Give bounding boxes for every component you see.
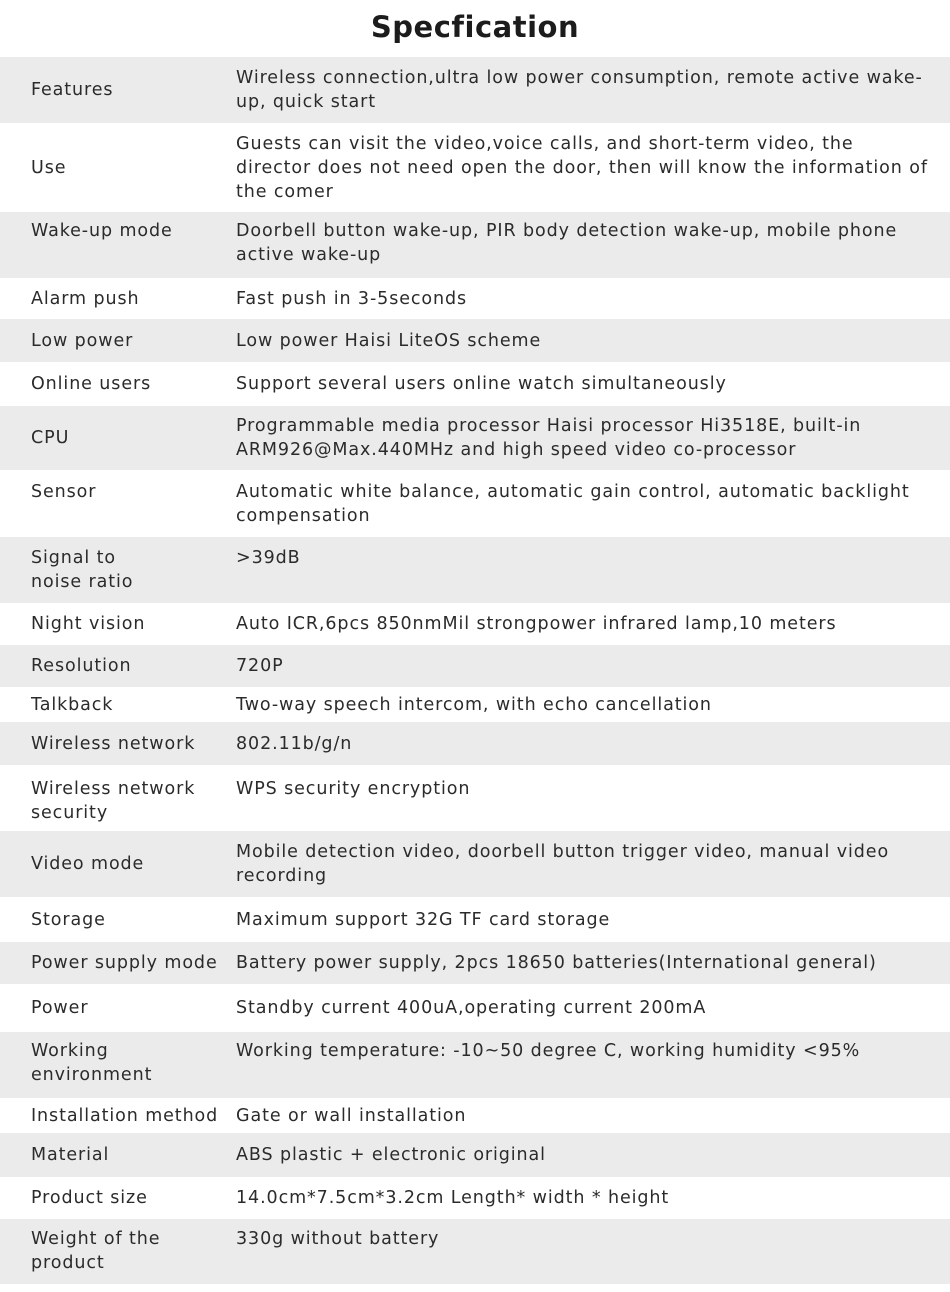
row-label: Video mode xyxy=(31,854,145,874)
row-label: Online users xyxy=(31,374,152,394)
row-label: Features xyxy=(31,80,114,100)
row-label: Material xyxy=(31,1145,110,1165)
row-value: Standby current 400uA,operating current 200mA xyxy=(236,998,707,1018)
row-value: WPS security encryption xyxy=(236,779,471,799)
table-row xyxy=(0,942,950,984)
row-value: Gate or wall installation xyxy=(236,1105,467,1126)
row-label: Wireless network security xyxy=(31,779,196,823)
row-value: Low power Haisi LiteOS scheme xyxy=(236,330,542,351)
row-value: Fast push in 3-5seconds xyxy=(236,288,468,309)
table-row xyxy=(0,212,950,278)
table-row xyxy=(0,765,950,831)
row-value xyxy=(236,480,950,528)
row-value: Guests can visit the video,voice calls, and short-term video, the director does not need open the door, then will know the information of the comer xyxy=(236,133,928,202)
table-row xyxy=(0,406,950,470)
table-row xyxy=(0,362,950,406)
row-label: Low power xyxy=(31,330,134,351)
row-value: Doorbell button wake-up, PIR body detection wake-up, mobile phone active wake-up xyxy=(236,221,898,265)
row-label: Signal to noise ratio xyxy=(31,548,134,592)
row-value: 802.11b/g/n xyxy=(236,733,353,754)
row-label: CPU xyxy=(31,428,70,448)
row-label: Talkback xyxy=(31,694,114,715)
table-row xyxy=(0,645,950,687)
table-row xyxy=(0,722,950,765)
row-value: Battery power supply, 2pcs 18650 batteries(International general) xyxy=(236,953,877,973)
table-row xyxy=(0,278,950,319)
table-row xyxy=(0,1219,950,1284)
row-value: 720P xyxy=(236,656,284,676)
row-value: Auto ICR,6pcs 850nmMil strongpower infrared lamp,10 meters xyxy=(236,614,837,634)
table-row xyxy=(0,319,950,362)
table-row xyxy=(0,57,950,123)
row-value: 14.0cm*7.5cm*3.2cm Length* width * height xyxy=(236,1188,670,1208)
row-label: Installation method xyxy=(31,1105,219,1126)
table-row xyxy=(0,1177,950,1219)
table-row xyxy=(0,831,950,897)
row-value: Programmable media processor Haisi processor Hi3518E, built-in ARM926@Max.440MHz and high speed video co-processor xyxy=(236,416,862,460)
row-label: Wake-up mode xyxy=(31,221,173,241)
table-row xyxy=(0,1098,950,1133)
row-label: Power supply mode xyxy=(31,953,218,973)
row-value: 330g without battery xyxy=(236,1229,440,1249)
table-row xyxy=(0,897,950,942)
row-label: Weight of the product xyxy=(31,1229,161,1273)
row-value: Working temperature: -10~50 degree C, working humidity <95% xyxy=(236,1041,861,1061)
table-row xyxy=(0,687,950,722)
row-label: Night vision xyxy=(31,614,146,634)
row-value: Two-way speech intercom, with echo cancellation xyxy=(236,694,712,715)
table-row xyxy=(0,1032,950,1098)
row-value: Support several users online watch simultaneously xyxy=(236,374,727,394)
row-value: Maximum support 32G TF card storage xyxy=(236,909,611,930)
table-row xyxy=(0,984,950,1032)
table-row xyxy=(0,123,950,212)
table-row xyxy=(0,537,950,603)
row-value-line: Automatic white balance, automatic gain control, automatic backlight compensation xyxy=(236,482,910,526)
row-value: Mobile detection video, doorbell button trigger video, manual video recording xyxy=(236,842,890,886)
row-value: >39dB xyxy=(236,548,301,568)
row-label: Working environment xyxy=(31,1041,153,1085)
page-title: Specfication xyxy=(370,10,580,44)
row-label: Storage xyxy=(31,909,106,930)
row-label: Use xyxy=(31,157,67,178)
table-row xyxy=(0,470,950,537)
row-label: Wireless network xyxy=(31,733,196,754)
row-label: Sensor xyxy=(31,482,97,502)
row-label: Product size xyxy=(31,1188,148,1208)
row-label: Power xyxy=(31,998,89,1018)
row-label: Resolution xyxy=(31,656,132,676)
row-value: ABS plastic + electronic original xyxy=(236,1145,546,1165)
table-row xyxy=(0,1133,950,1177)
table-row xyxy=(0,603,950,645)
row-value: Wireless connection,ultra low power consumption, remote active wake-up, quick start xyxy=(236,68,923,112)
spec-table xyxy=(0,57,950,1284)
row-label: Alarm push xyxy=(31,288,140,309)
